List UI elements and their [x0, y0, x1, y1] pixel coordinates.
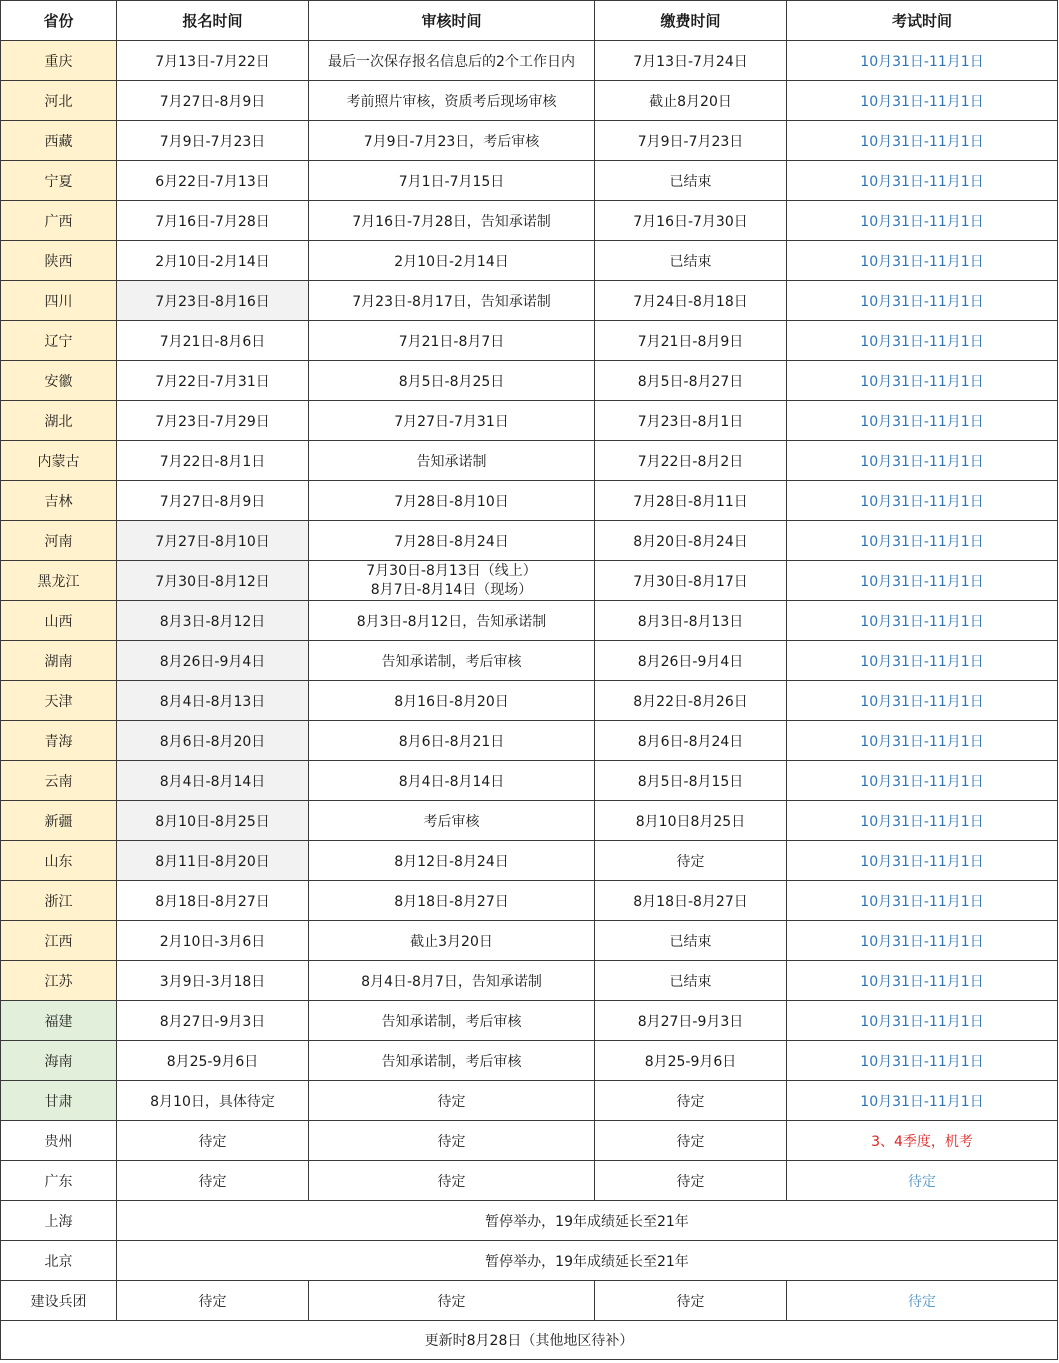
table-row [1, 1241, 1058, 1281]
fee-time-cell: 7月13日-7月24日 [595, 41, 787, 81]
review-time-cell: 考后审核 [309, 801, 595, 841]
review-time-cell: 考前照片审核，资质考后现场审核 [309, 81, 595, 121]
exam-time-cell: 10月31日-11月1日 [787, 681, 1058, 721]
table-row [1, 81, 1058, 121]
exam-time-cell: 10月31日-11月1日 [787, 321, 1058, 361]
review-time-cell: 7月21日-8月7日 [309, 321, 595, 361]
exam-time-cell: 10月31日-11月1日 [787, 41, 1058, 81]
table-row [1, 121, 1058, 161]
signup-time-cell: 7月27日-8月9日 [117, 81, 309, 121]
signup-time-cell: 2月10日-3月6日 [117, 921, 309, 961]
review-time-cell: 8月3日-8月12日，告知承诺制 [309, 601, 595, 641]
fee-time-cell: 8月20日-8月24日 [595, 521, 787, 561]
review-time-cell: 告知承诺制，考后审核 [309, 1001, 595, 1041]
province-cell: 吉林 [1, 481, 117, 521]
header-row [1, 1, 1058, 41]
exam-time-cell: 10月31日-11月1日 [787, 641, 1058, 681]
table-row [1, 561, 1058, 601]
fee-time-cell: 已结束 [595, 241, 787, 281]
table-row [1, 321, 1058, 361]
review-time-cell: 待定 [309, 1281, 595, 1321]
review-time-cell: 8月16日-8月20日 [309, 681, 595, 721]
review-time-cell: 告知承诺制，考后审核 [309, 641, 595, 681]
fee-time-cell: 待定 [595, 1281, 787, 1321]
province-cell: 内蒙古 [1, 441, 117, 481]
signup-time-cell: 7月30日-8月12日 [117, 561, 309, 601]
header-fee-time: 缴费时间 [595, 1, 787, 41]
table-row [1, 401, 1058, 441]
review-time-cell: 7月28日-8月10日 [309, 481, 595, 521]
exam-time-cell: 10月31日-11月1日 [787, 881, 1058, 921]
fee-time-cell: 8月26日-9月4日 [595, 641, 787, 681]
exam-time-cell: 待定 [787, 1281, 1058, 1321]
fee-time-cell: 8月22日-8月26日 [595, 681, 787, 721]
province-cell: 重庆 [1, 41, 117, 81]
signup-time-cell: 8月11日-8月20日 [117, 841, 309, 881]
exam-time-cell: 10月31日-11月1日 [787, 601, 1058, 641]
exam-time-cell: 3、4季度，机考 [787, 1121, 1058, 1161]
province-cell: 湖南 [1, 641, 117, 681]
province-cell: 安徽 [1, 361, 117, 401]
update-note: 更新时8月28日（其他地区待补） [1, 1321, 1058, 1360]
fee-time-cell: 7月30日-8月17日 [595, 561, 787, 601]
signup-time-cell: 8月10日-8月25日 [117, 801, 309, 841]
table-row [1, 1041, 1058, 1081]
fee-time-cell: 7月22日-8月2日 [595, 441, 787, 481]
fee-time-cell: 8月27日-9月3日 [595, 1001, 787, 1041]
review-time-cell: 7月23日-8月17日，告知承诺制 [309, 281, 595, 321]
signup-time-cell: 8月4日-8月13日 [117, 681, 309, 721]
review-time-cell: 8月5日-8月25日 [309, 361, 595, 401]
province-cell: 黑龙江 [1, 561, 117, 601]
exam-time-cell: 10月31日-11月1日 [787, 441, 1058, 481]
table-footer [1, 1321, 1058, 1360]
province-cell: 江西 [1, 921, 117, 961]
province-cell: 贵州 [1, 1121, 117, 1161]
province-cell: 陕西 [1, 241, 117, 281]
exam-time-cell: 10月31日-11月1日 [787, 201, 1058, 241]
review-time-cell: 待定 [309, 1121, 595, 1161]
signup-time-cell: 待定 [117, 1121, 309, 1161]
review-time-cell: 8月4日-8月14日 [309, 761, 595, 801]
table-row [1, 1161, 1058, 1201]
province-cell: 西藏 [1, 121, 117, 161]
table-row [1, 761, 1058, 801]
signup-time-cell: 7月22日-8月1日 [117, 441, 309, 481]
exam-time-cell: 待定 [787, 1161, 1058, 1201]
fee-time-cell: 已结束 [595, 161, 787, 201]
exam-time-cell: 10月31日-11月1日 [787, 801, 1058, 841]
province-cell: 山西 [1, 601, 117, 641]
review-time-cell: 2月10日-2月14日 [309, 241, 595, 281]
fee-time-cell: 已结束 [595, 961, 787, 1001]
province-cell: 海南 [1, 1041, 117, 1081]
fee-time-cell: 7月28日-8月11日 [595, 481, 787, 521]
signup-time-cell: 8月10日，具体待定 [117, 1081, 309, 1121]
signup-time-cell: 7月27日-8月10日 [117, 521, 309, 561]
exam-time-cell: 10月31日-11月1日 [787, 241, 1058, 281]
province-cell: 湖北 [1, 401, 117, 441]
fee-time-cell: 待定 [595, 841, 787, 881]
signup-time-cell: 8月4日-8月14日 [117, 761, 309, 801]
signup-time-cell: 7月13日-7月22日 [117, 41, 309, 81]
review-time-cell: 待定 [309, 1081, 595, 1121]
header-exam-time: 考试时间 [787, 1, 1058, 41]
signup-time-cell: 7月23日-8月16日 [117, 281, 309, 321]
table-row [1, 601, 1058, 641]
fee-time-cell: 7月16日-7月30日 [595, 201, 787, 241]
exam-time-cell: 10月31日-11月1日 [787, 761, 1058, 801]
exam-time-cell: 10月31日-11月1日 [787, 361, 1058, 401]
exam-time-cell: 10月31日-11月1日 [787, 481, 1058, 521]
exam-time-cell: 10月31日-11月1日 [787, 721, 1058, 761]
review-time-cell [309, 561, 595, 601]
fee-time-cell: 7月23日-8月1日 [595, 401, 787, 441]
table-row [1, 481, 1058, 521]
exam-time-cell: 10月31日-11月1日 [787, 161, 1058, 201]
review-time-cell: 8月6日-8月21日 [309, 721, 595, 761]
fee-time-cell: 待定 [595, 1161, 787, 1201]
header-review-time: 审核时间 [309, 1, 595, 41]
table-row [1, 441, 1058, 481]
review-time-line: 7月30日-8月13日（线上） [366, 562, 537, 579]
table-row [1, 1121, 1058, 1161]
exam-time-cell: 10月31日-11月1日 [787, 961, 1058, 1001]
province-cell: 河南 [1, 521, 117, 561]
signup-time-cell: 8月25-9月6日 [117, 1041, 309, 1081]
exam-time-cell: 10月31日-11月1日 [787, 1081, 1058, 1121]
fee-time-cell: 7月21日-8月9日 [595, 321, 787, 361]
review-time-line: 8月7日-8月14日（现场） [370, 581, 533, 598]
fee-time-cell: 8月25-9月6日 [595, 1041, 787, 1081]
province-cell: 上海 [1, 1201, 117, 1241]
exam-time-cell: 10月31日-11月1日 [787, 401, 1058, 441]
fee-time-cell: 8月6日-8月24日 [595, 721, 787, 761]
province-cell: 浙江 [1, 881, 117, 921]
province-cell: 广东 [1, 1161, 117, 1201]
table-row [1, 841, 1058, 881]
province-cell: 福建 [1, 1001, 117, 1041]
fee-time-cell: 待定 [595, 1081, 787, 1121]
table-row [1, 1081, 1058, 1121]
table-row [1, 1201, 1058, 1241]
province-cell: 甘肃 [1, 1081, 117, 1121]
table-row [1, 1281, 1058, 1321]
province-cell: 辽宁 [1, 321, 117, 361]
table-row [1, 361, 1058, 401]
review-time-cell: 7月27日-7月31日 [309, 401, 595, 441]
table-row [1, 281, 1058, 321]
exam-time-cell: 10月31日-11月1日 [787, 1041, 1058, 1081]
signup-time-cell: 待定 [117, 1161, 309, 1201]
review-time-cell: 截止3月20日 [309, 921, 595, 961]
fee-time-cell: 8月10日8月25日 [595, 801, 787, 841]
table-header [1, 1, 1058, 41]
fee-time-cell: 8月5日-8月27日 [595, 361, 787, 401]
fee-time-cell: 7月9日-7月23日 [595, 121, 787, 161]
signup-time-cell: 7月27日-8月9日 [117, 481, 309, 521]
province-cell: 四川 [1, 281, 117, 321]
province-cell: 天津 [1, 681, 117, 721]
merged-note-cell: 暂停举办，19年成绩延长至21年 [117, 1241, 1058, 1281]
province-cell: 云南 [1, 761, 117, 801]
exam-time-cell: 10月31日-11月1日 [787, 81, 1058, 121]
table-row [1, 881, 1058, 921]
footer-row [1, 1321, 1058, 1360]
province-cell: 山东 [1, 841, 117, 881]
review-time-cell: 待定 [309, 1161, 595, 1201]
table-row [1, 801, 1058, 841]
merged-note-cell: 暂停举办，19年成绩延长至21年 [117, 1201, 1058, 1241]
province-cell: 北京 [1, 1241, 117, 1281]
table-row [1, 921, 1058, 961]
fee-time-cell: 8月18日-8月27日 [595, 881, 787, 921]
table-row [1, 41, 1058, 81]
table-row [1, 241, 1058, 281]
review-time-cell: 告知承诺制，考后审核 [309, 1041, 595, 1081]
signup-time-cell: 7月21日-8月6日 [117, 321, 309, 361]
review-time-cell: 7月1日-7月15日 [309, 161, 595, 201]
signup-time-cell: 8月3日-8月12日 [117, 601, 309, 641]
review-time-cell: 8月18日-8月27日 [309, 881, 595, 921]
table-row [1, 641, 1058, 681]
signup-time-cell: 8月6日-8月20日 [117, 721, 309, 761]
table-row [1, 201, 1058, 241]
fee-time-cell: 8月3日-8月13日 [595, 601, 787, 641]
exam-time-cell: 10月31日-11月1日 [787, 1001, 1058, 1041]
table-row [1, 1001, 1058, 1041]
header-signup-time: 报名时间 [117, 1, 309, 41]
province-cell: 建设兵团 [1, 1281, 117, 1321]
review-time-cell: 8月12日-8月24日 [309, 841, 595, 881]
province-cell: 河北 [1, 81, 117, 121]
header-province: 省份 [1, 1, 117, 41]
review-time-cell: 7月9日-7月23日，考后审核 [309, 121, 595, 161]
review-time-cell: 最后一次保存报名信息后的2个工作日内 [309, 41, 595, 81]
fee-time-cell: 截止8月20日 [595, 81, 787, 121]
table-row [1, 681, 1058, 721]
table-body [1, 41, 1058, 1321]
signup-time-cell: 7月16日-7月28日 [117, 201, 309, 241]
signup-time-cell: 3月9日-3月18日 [117, 961, 309, 1001]
signup-time-cell: 6月22日-7月13日 [117, 161, 309, 201]
signup-time-cell: 8月26日-9月4日 [117, 641, 309, 681]
review-time-cell: 8月4日-8月7日，告知承诺制 [309, 961, 595, 1001]
signup-time-cell: 8月27日-9月3日 [117, 1001, 309, 1041]
exam-time-cell: 10月31日-11月1日 [787, 121, 1058, 161]
province-cell: 宁夏 [1, 161, 117, 201]
exam-time-cell: 10月31日-11月1日 [787, 921, 1058, 961]
fee-time-cell: 8月5日-8月15日 [595, 761, 787, 801]
table-row [1, 521, 1058, 561]
review-time-cell: 7月28日-8月24日 [309, 521, 595, 561]
exam-time-cell: 10月31日-11月1日 [787, 561, 1058, 601]
fee-time-cell: 已结束 [595, 921, 787, 961]
signup-time-cell: 7月9日-7月23日 [117, 121, 309, 161]
province-cell: 青海 [1, 721, 117, 761]
signup-time-cell: 8月18日-8月27日 [117, 881, 309, 921]
exam-time-cell: 10月31日-11月1日 [787, 281, 1058, 321]
table-row [1, 961, 1058, 1001]
signup-time-cell: 待定 [117, 1281, 309, 1321]
table-row [1, 721, 1058, 761]
review-time-cell: 7月16日-7月28日，告知承诺制 [309, 201, 595, 241]
fee-time-cell: 待定 [595, 1121, 787, 1161]
signup-time-cell: 7月23日-7月29日 [117, 401, 309, 441]
exam-time-cell: 10月31日-11月1日 [787, 841, 1058, 881]
review-time-cell: 告知承诺制 [309, 441, 595, 481]
province-cell: 广西 [1, 201, 117, 241]
signup-time-cell: 7月22日-7月31日 [117, 361, 309, 401]
exam-time-cell: 10月31日-11月1日 [787, 521, 1058, 561]
province-cell: 新疆 [1, 801, 117, 841]
table-row [1, 161, 1058, 201]
fee-time-cell: 7月24日-8月18日 [595, 281, 787, 321]
signup-time-cell: 2月10日-2月14日 [117, 241, 309, 281]
province-cell: 江苏 [1, 961, 117, 1001]
